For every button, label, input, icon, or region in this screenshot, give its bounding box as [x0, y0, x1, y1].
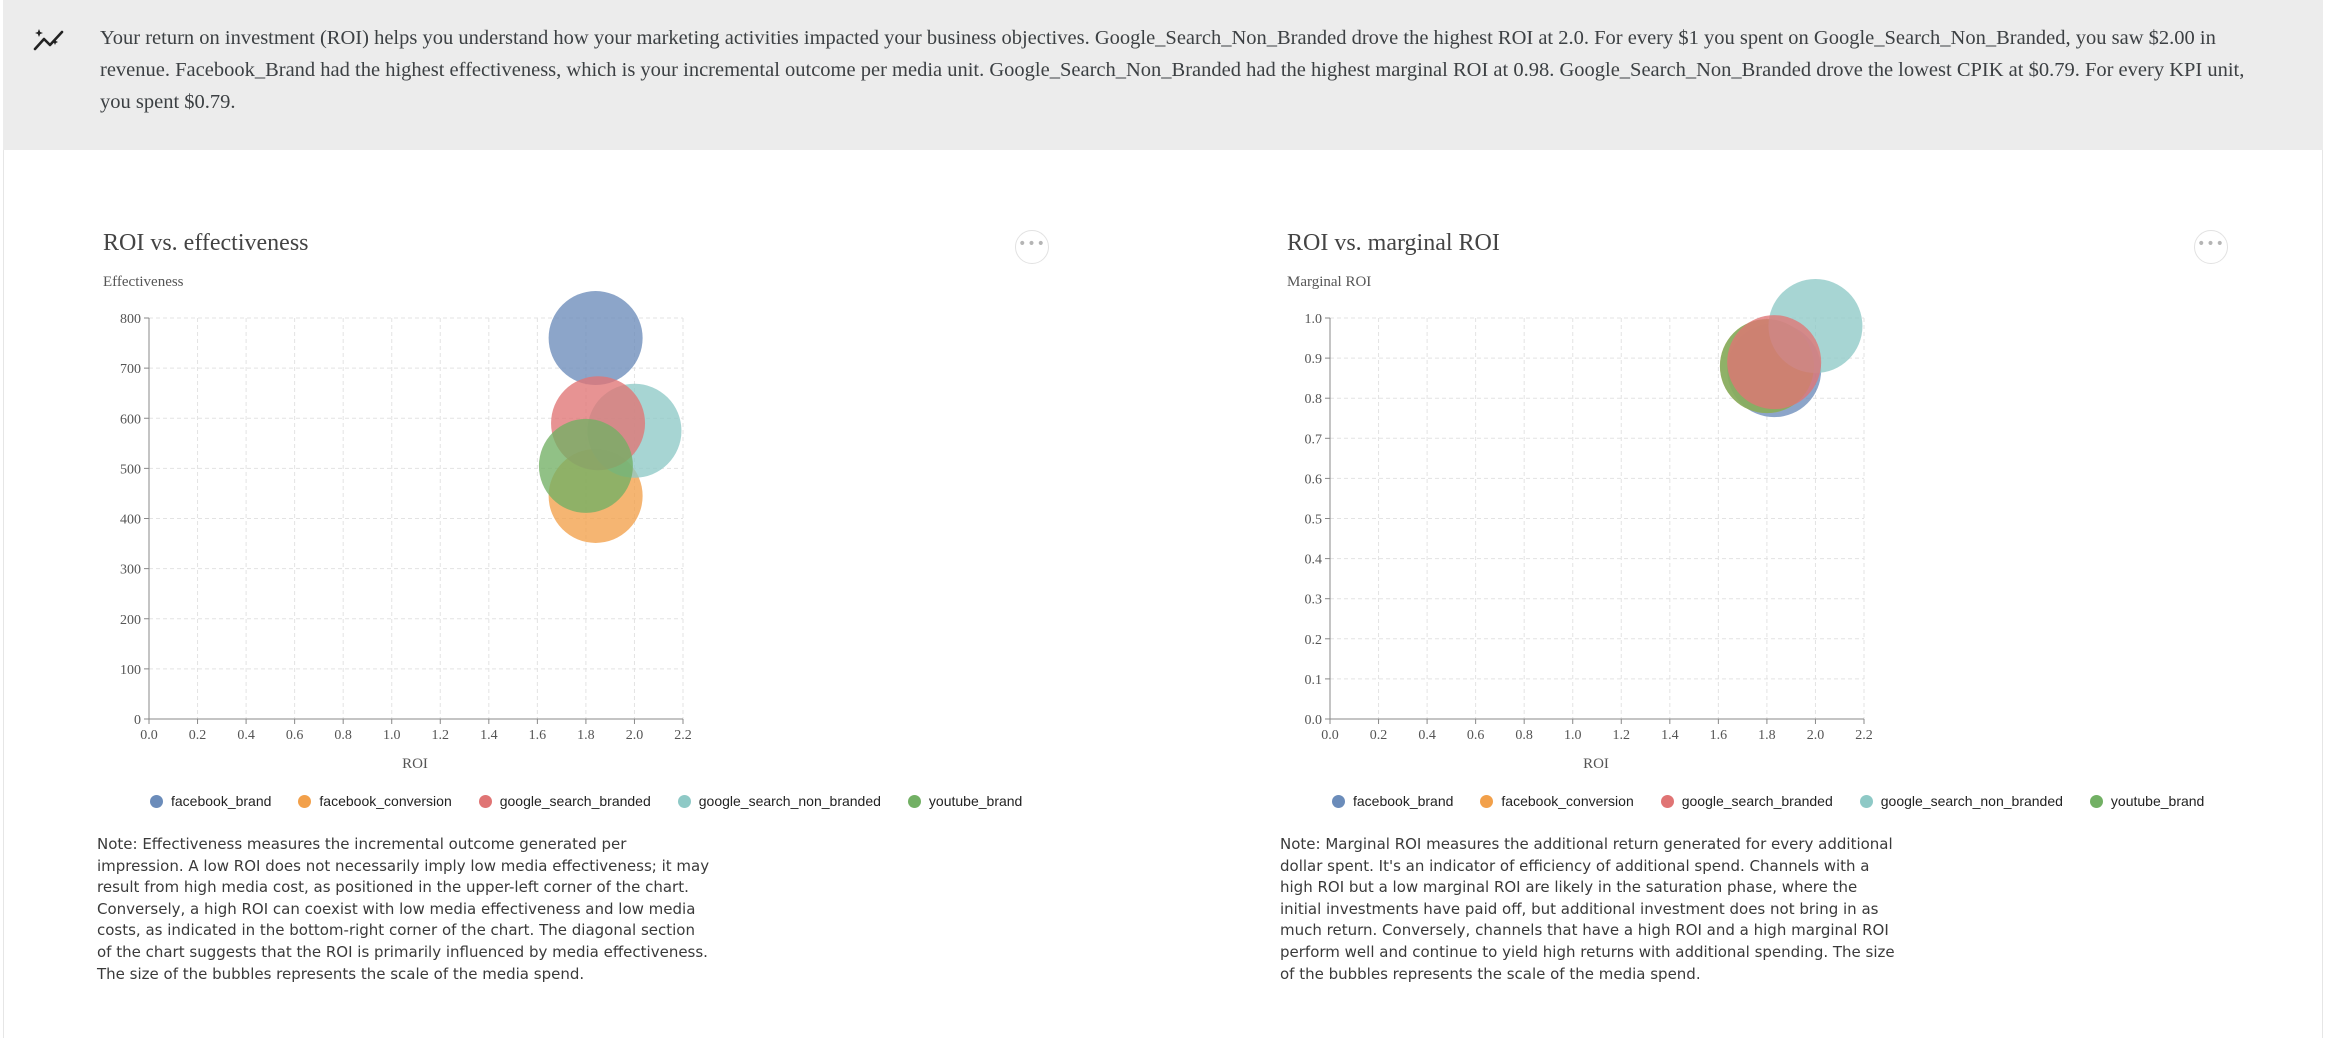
y-tick-label: 0.8: [1304, 392, 1322, 408]
y-axis-label: Effectiveness: [103, 274, 184, 290]
chart-note: Note: Effectiveness measures the incremental outcome generated per impression. A low ROI does not necessarily imply low media effectiveness; it may result from high media cost, as positioned in the upper-left corner of the chart. Conversely, a high ROI can coexist with low media effectiveness and low media costs, as indicated in the bottom-right corner of the chart. The diagonal section of the chart suggests that the ROI is primarily influenced by media effectiveness. The size of the bubbles represents the scale of the media spend.: [97, 835, 710, 983]
x-tick-label: 0.8: [1515, 728, 1533, 743]
y-tick-label: 0.2: [1304, 632, 1322, 648]
more-options-button[interactable]: •••: [1015, 230, 1049, 264]
y-axis-label: Marginal ROI: [1287, 274, 1372, 290]
y-tick-label: 0.3: [1304, 592, 1322, 608]
y-tick-label: 1.0: [1304, 312, 1322, 327]
legend-swatch: [1332, 795, 1345, 808]
y-tick-label: 0.0: [1304, 713, 1322, 728]
legend-label: youtube_brand: [2110, 793, 2205, 809]
y-tick-label: 300: [120, 562, 141, 578]
x-tick-label: 2.2: [674, 728, 692, 743]
legend-label: facebook_conversion: [319, 793, 452, 809]
legend-swatch: [678, 795, 691, 808]
legend-label: google_search_non_branded: [698, 793, 881, 809]
chart-title: ROI vs. effectiveness: [103, 230, 309, 256]
y-tick-label: 500: [120, 462, 141, 478]
x-tick-label: 1.2: [431, 728, 450, 743]
y-tick-label: 400: [120, 512, 141, 528]
x-tick-label: 1.2: [1612, 728, 1631, 743]
legend-item-google-search-branded[interactable]: [1661, 793, 1833, 809]
y-tick-label: 0: [134, 713, 141, 728]
legend-label: youtube_brand: [928, 793, 1023, 809]
legend-label: facebook_brand: [1353, 793, 1454, 809]
x-tick-label: 2.2: [1855, 728, 1873, 743]
more-options-button[interactable]: •••: [2194, 230, 2228, 264]
legend-label: google_search_branded: [1681, 793, 1833, 809]
x-tick-label: 1.6: [528, 728, 547, 743]
y-tick-label: 0.5: [1304, 512, 1322, 528]
legend-item-google-search-non-branded[interactable]: [1860, 793, 2063, 809]
chart-legend: [1332, 793, 2231, 809]
chart-legend: [150, 793, 1049, 809]
x-tick-label: 1.4: [1661, 728, 1679, 743]
y-tick-label: 800: [120, 312, 141, 327]
x-tick-label: 0.8: [334, 728, 352, 743]
legend-item-facebook-brand[interactable]: [150, 793, 271, 809]
legend-item-youtube-brand[interactable]: [2090, 793, 2204, 809]
legend-label: facebook_brand: [171, 793, 272, 809]
y-tick-label: 0.9: [1304, 352, 1322, 368]
x-tick-label: 0.0: [140, 728, 158, 743]
legend-swatch: [1480, 795, 1493, 808]
y-tick-label: 0.6: [1304, 472, 1322, 488]
legend-swatch: [1860, 795, 1873, 808]
chart-card-roi-vs-marginal-roi: [1180, 150, 2326, 1038]
x-tick-label: 0.6: [285, 728, 304, 743]
insight-banner: [3, 0, 2323, 150]
bubble-facebook-brand: [549, 291, 643, 385]
x-tick-label: 0.0: [1321, 728, 1339, 743]
y-tick-label: 0.4: [1304, 552, 1322, 568]
x-axis-label: ROI: [402, 756, 428, 772]
x-axis-label: ROI: [1583, 756, 1609, 772]
x-tick-label: 2.0: [1806, 728, 1825, 743]
y-tick-label: 200: [120, 612, 141, 628]
y-tick-label: 700: [120, 362, 141, 378]
y-tick-label: 100: [120, 662, 141, 678]
roi-vs-effectiveness-chart: [0, 150, 1170, 790]
legend-swatch: [1661, 795, 1674, 808]
x-tick-label: 2.0: [625, 728, 644, 743]
insights-sparkline-icon: [33, 27, 67, 53]
bubble-google-search-branded: [1727, 315, 1821, 409]
x-tick-label: 0.2: [188, 728, 207, 743]
y-tick-label: 0.7: [1304, 432, 1322, 448]
legend-item-youtube-brand[interactable]: [908, 793, 1022, 809]
bubble-youtube-brand: [539, 419, 633, 513]
legend-item-google-search-non-branded[interactable]: [678, 793, 881, 809]
chart-card-roi-vs-effectiveness: [0, 150, 1170, 1038]
y-tick-label: 0.1: [1304, 672, 1322, 688]
legend-item-facebook-conversion[interactable]: [298, 793, 451, 809]
insight-summary-text: Your return on investment (ROI) helps you understand how your marketing activities impacted your business objectives. Google_Search_Non_Branded drove the highest ROI at 2.0. For every $1 you spent on Google_Search_Non_Branded, you saw $2.00 in revenue. Facebook_Brand had the highest effectiveness, which is your incremental outcome per media unit. Google_Search_Non_Branded had the highest marginal ROI at 0.98. Google_Search_Non_Branded drove the lowest CPIK at $0.79. For every KPI unit, you spent $0.79.: [100, 27, 2245, 113]
legend-item-facebook-brand[interactable]: [1332, 793, 1453, 809]
x-tick-label: 0.4: [237, 728, 255, 743]
chart-note: Note: Marginal ROI measures the additional return generated for every additional dollar spent. It's an indicator of efficiency of additional spend. Channels with a high ROI but a low marginal ROI are likely in the saturation phase, where the initial investments have paid off, but additional investment does not bring in as much return. Conversely, channels that have a high ROI and a high marginal ROI perform well and continue to yield high returns with additional spending. The size of the bubbles represents the scale of the media spend.: [1280, 835, 1895, 983]
y-tick-label: 600: [120, 412, 141, 428]
x-tick-label: 1.8: [577, 728, 595, 743]
legend-label: google_search_branded: [499, 793, 651, 809]
legend-swatch: [479, 795, 492, 808]
x-tick-label: 1.4: [480, 728, 498, 743]
x-tick-label: 1.0: [382, 728, 401, 743]
legend-label: facebook_conversion: [1501, 793, 1634, 809]
legend-label: google_search_non_branded: [1880, 793, 2063, 809]
legend-item-google-search-branded[interactable]: [479, 793, 651, 809]
legend-item-facebook-conversion[interactable]: [1480, 793, 1633, 809]
chart-title: ROI vs. marginal ROI: [1287, 230, 1500, 256]
legend-swatch: [150, 795, 163, 808]
x-tick-label: 0.6: [1466, 728, 1485, 743]
legend-swatch: [908, 795, 921, 808]
legend-swatch: [298, 795, 311, 808]
x-tick-label: 0.2: [1369, 728, 1388, 743]
legend-swatch: [2090, 795, 2103, 808]
x-tick-label: 1.8: [1758, 728, 1776, 743]
x-tick-label: 1.6: [1709, 728, 1728, 743]
x-tick-label: 1.0: [1563, 728, 1582, 743]
x-tick-label: 0.4: [1418, 728, 1436, 743]
roi-vs-marginal-roi-chart: [1180, 150, 2326, 790]
